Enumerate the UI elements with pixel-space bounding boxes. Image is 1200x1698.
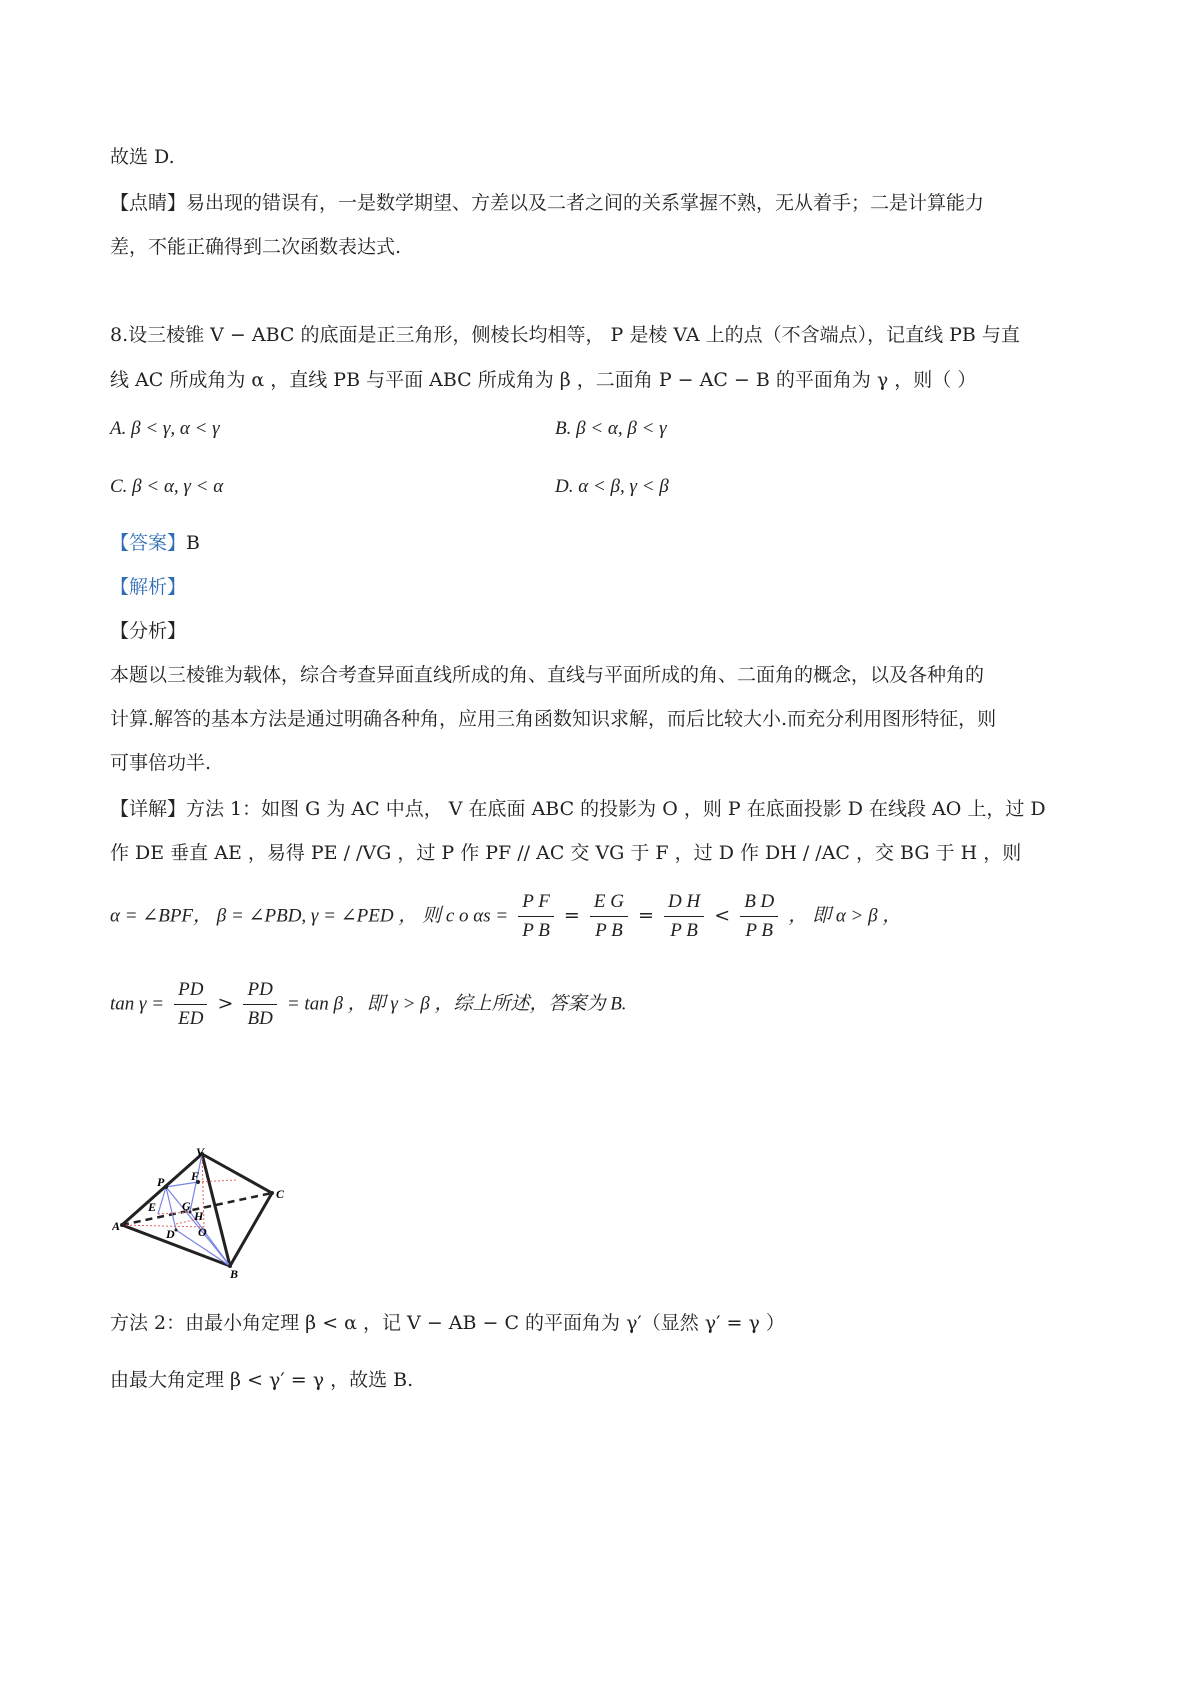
equation-tan: tan γ = $\frac{PD}{ED}$ > $\frac{PD}{BD}$ = tan β ，即 γ > β ，综上所述，答案为 B. [110, 976, 627, 1033]
label-P: P [157, 1175, 165, 1189]
eq1-frac-3 [664, 888, 704, 945]
eq1-frac-1-num: P F [518, 888, 554, 917]
equation-cos: α = ∠BPF， β = ∠PBD, γ = ∠PED ， 则 c o αs = $\frac{\text{P F}}{\text{P B}}$ = $\frac{\text{E G}}{\text{P B}}$ = $\frac{\text{D H}}{\text{P B}}$ < $\frac{\text{B D}}{\text{P B}}$ ， 即 α > β ， [110, 888, 901, 945]
jiexi-tag: 【解析】 [110, 576, 187, 598]
detail-line-2: 作 DE 垂直 AE ，易得 PE / /VG ，过 P 作 PF // AC 交 VG 于 F ，过 D 作 DH / /AC ，交 BG 于 H ，则 [110, 842, 1022, 864]
eq2-frac-1-num: PD [174, 976, 207, 1005]
label-F: F [191, 1169, 200, 1183]
eq1-frac-4 [740, 888, 778, 945]
label-O: O [198, 1225, 207, 1239]
analysis-line-1: 本题以三棱锥为载体，综合考查异面直线所成的角、直线与平面所成的角、二面角的概念，以及各种角的 [110, 664, 985, 686]
eq1-frac-4-num: B D [740, 888, 778, 917]
method2-line: 方法 2：由最小角定理 β < α ，记 V − AB − C 的平面角为 γ′（显然 γ′ = γ ） [110, 1312, 785, 1334]
label-B: B [230, 1267, 239, 1280]
eq1-frac-1 [518, 888, 554, 945]
option-d: D. α < β, γ < β [555, 476, 669, 497]
final-line: 由最大角定理 β < γ′ = γ ，故选 B. [110, 1369, 414, 1391]
label-V: V [196, 1148, 205, 1159]
point-A [120, 1223, 124, 1227]
pyramid-figure [112, 1148, 312, 1285]
eq2-lead: tan γ = [110, 993, 165, 1015]
eq2-frac-2-num: PD [243, 976, 276, 1005]
option-a: A. β < γ, α < γ [110, 418, 220, 439]
label-A: A [112, 1219, 121, 1233]
eq1-frac-3-den: P B [670, 920, 698, 941]
fenxi-tag: 【分析】 [110, 620, 187, 642]
eq1-frac-2 [590, 888, 628, 945]
label-C: C [276, 1187, 285, 1201]
point-P [164, 1185, 168, 1189]
answer-value: B [186, 532, 200, 554]
note-line-2: 差，不能正确得到二次函数表达式. [110, 236, 402, 258]
analysis-line-3: 可事倍功半. [110, 752, 212, 774]
edge-VC [202, 1154, 272, 1193]
eq2-frac-2 [243, 976, 276, 1033]
question-line-1: 8.设三棱锥 V − ABC 的底面是正三角形，侧棱长均相等， P 是棱 VA 上的点（不含端点），记直线 PB 与直 [110, 324, 1020, 346]
edge-VA [122, 1154, 202, 1225]
detail-line-1: 【详解】方法 1：如图 G 为 AC 中点， V 在底面 ABC 的投影为 O ，则 P 在底面投影 D 在线段 AO 上，过 D [110, 798, 1046, 820]
label-G: G [182, 1199, 191, 1213]
question-line-2: 线 AC 所成角为 α ，直线 PB 与平面 ABC 所成角为 β ，二面角 P − AC − B 的平面角为 γ ，则（ ） [110, 369, 977, 391]
eq1-lead: α = ∠BPF， β = ∠PBD, γ = ∠PED ， 则 c o αs = [110, 905, 509, 927]
option-c: C. β < α, γ < α [110, 476, 224, 497]
label-H: H [194, 1209, 204, 1223]
label-E: E [148, 1200, 157, 1214]
point-C [270, 1191, 274, 1195]
eq1-frac-2-den: P B [595, 920, 623, 941]
eq2-frac-2-den: BD [247, 1008, 273, 1029]
eq1-frac-4-den: P B [745, 920, 774, 941]
option-b: B. β < α, β < γ [555, 418, 667, 439]
answer-tag: 【答案】 [110, 532, 187, 554]
eq2-frac-1-den: ED [178, 1008, 204, 1029]
eq1-frac-2-num: E G [590, 888, 628, 917]
edge-BC [230, 1193, 272, 1266]
analysis-line-2: 计算.解答的基本方法是通过明确各种角，应用三角函数知识求解，而后比较大小.而充分利用图形特征，则 [110, 708, 997, 730]
aux-FC [198, 1180, 236, 1182]
eq1-frac-3-num: D H [664, 888, 704, 917]
note-line-1: 【点睛】易出现的错误有，一是数学期望、方差以及二者之间的关系掌握不熟，无从着手；二是计算能力 [110, 192, 985, 214]
point-D [175, 1229, 178, 1232]
eq2-tail: = tan β ，即 γ > β ，综上所述，答案为 B. [286, 993, 627, 1015]
pyramid-diagram [112, 1148, 312, 1280]
eq2-frac-1 [174, 976, 207, 1033]
aux-AO [122, 1225, 204, 1227]
eq1-tail: ， 即 α > β ， [788, 905, 902, 927]
label-D: D [166, 1227, 175, 1241]
eq1-frac-1-den: P B [522, 920, 550, 941]
answer-line [110, 528, 200, 555]
prev-conclusion: 故选 D. [110, 146, 175, 168]
